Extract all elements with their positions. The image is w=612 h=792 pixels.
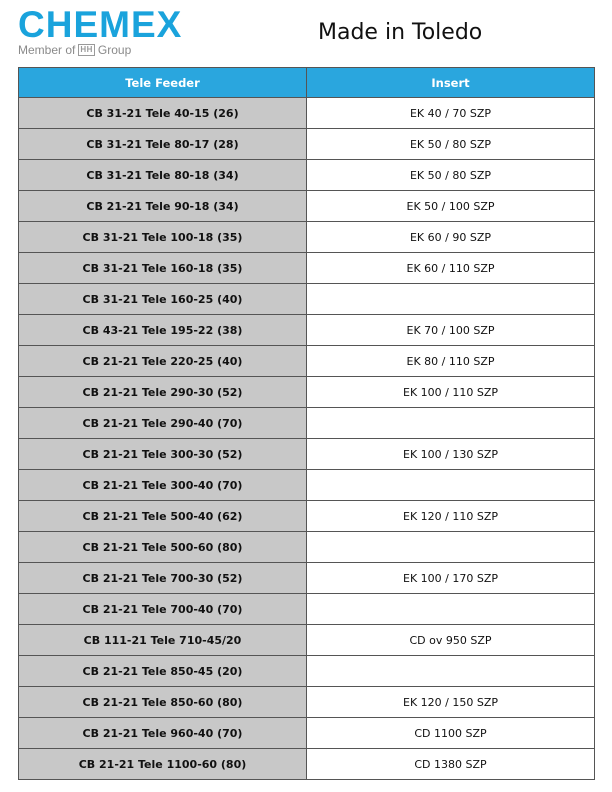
- insert-cell: EK 50 / 80 SZP: [307, 160, 595, 191]
- table-row: [19, 284, 595, 315]
- insert-cell: [307, 284, 595, 315]
- table-row: [19, 408, 595, 439]
- column-header-insert: Insert: [307, 68, 595, 98]
- feeder-cell: CB 21-21 Tele 500-60 (80): [19, 532, 307, 563]
- insert-cell: EK 70 / 100 SZP: [307, 315, 595, 346]
- insert-cell: EK 100 / 170 SZP: [307, 563, 595, 594]
- feeder-cell: CB 21-21 Tele 850-45 (20): [19, 656, 307, 687]
- insert-cell: EK 60 / 110 SZP: [307, 253, 595, 284]
- feeder-cell: CB 21-21 Tele 700-30 (52): [19, 563, 307, 594]
- feeder-insert-table: [18, 67, 595, 780]
- insert-cell: [307, 656, 595, 687]
- insert-cell: EK 40 / 70 SZP: [307, 98, 595, 129]
- table-row: [19, 501, 595, 532]
- table-row: [19, 98, 595, 129]
- table-row: [19, 625, 595, 656]
- feeder-cell: CB 21-21 Tele 850-60 (80): [19, 687, 307, 718]
- feeder-cell: CB 21-21 Tele 220-25 (40): [19, 346, 307, 377]
- member-suffix: Group: [97, 43, 132, 57]
- feeder-cell: CB 21-21 Tele 300-40 (70): [19, 470, 307, 501]
- insert-cell: EK 120 / 110 SZP: [307, 501, 595, 532]
- feeder-cell: CB 31-21 Tele 80-17 (28): [19, 129, 307, 160]
- insert-cell: EK 50 / 100 SZP: [307, 191, 595, 222]
- member-of-line: [18, 43, 131, 57]
- insert-cell: EK 100 / 110 SZP: [307, 377, 595, 408]
- feeder-cell: CB 43-21 Tele 195-22 (38): [19, 315, 307, 346]
- table-header-row: [19, 68, 595, 98]
- insert-cell: [307, 470, 595, 501]
- table-row: [19, 377, 595, 408]
- member-prefix: Member of: [18, 43, 76, 57]
- column-header-tele-feeder: Tele Feeder: [19, 68, 307, 98]
- table-row: [19, 532, 595, 563]
- insert-cell: [307, 594, 595, 625]
- insert-cell: [307, 532, 595, 563]
- table-row: [19, 191, 595, 222]
- insert-cell: [307, 408, 595, 439]
- table-row: [19, 222, 595, 253]
- insert-cell: EK 80 / 110 SZP: [307, 346, 595, 377]
- table-row: [19, 718, 595, 749]
- insert-cell: EK 60 / 90 SZP: [307, 222, 595, 253]
- table-row: [19, 439, 595, 470]
- feeder-cell: CB 21-21 Tele 90-18 (34): [19, 191, 307, 222]
- page-title: Made in Toledo: [318, 20, 483, 45]
- insert-cell: CD ov 950 SZP: [307, 625, 595, 656]
- table-row: [19, 315, 595, 346]
- table-row: [19, 160, 595, 191]
- feeder-cell: CB 31-21 Tele 80-18 (34): [19, 160, 307, 191]
- feeder-cell: CB 31-21 Tele 100-18 (35): [19, 222, 307, 253]
- feeder-cell: CB 21-21 Tele 1100-60 (80): [19, 749, 307, 780]
- table-row: [19, 470, 595, 501]
- table-row: [19, 563, 595, 594]
- table-row: [19, 687, 595, 718]
- page-header: [0, 0, 612, 66]
- feeder-cell: CB 21-21 Tele 960-40 (70): [19, 718, 307, 749]
- feeder-cell: CB 31-21 Tele 160-18 (35): [19, 253, 307, 284]
- feeder-cell: CB 111-21 Tele 710-45/20: [19, 625, 307, 656]
- feeder-cell: CB 21-21 Tele 700-40 (70): [19, 594, 307, 625]
- feeder-cell: CB 31-21 Tele 160-25 (40): [19, 284, 307, 315]
- insert-cell: EK 100 / 130 SZP: [307, 439, 595, 470]
- insert-cell: CD 1380 SZP: [307, 749, 595, 780]
- table-row: [19, 346, 595, 377]
- chemex-logo: CHEMEX: [18, 4, 183, 45]
- table-row: [19, 594, 595, 625]
- insert-cell: CD 1100 SZP: [307, 718, 595, 749]
- feeder-cell: CB 21-21 Tele 290-40 (70): [19, 408, 307, 439]
- table-row: [19, 253, 595, 284]
- table-row: [19, 656, 595, 687]
- table-row: [19, 129, 595, 160]
- feeder-cell: CB 21-21 Tele 500-40 (62): [19, 501, 307, 532]
- insert-cell: EK 50 / 80 SZP: [307, 129, 595, 160]
- table-row: [19, 749, 595, 780]
- insert-cell: EK 120 / 150 SZP: [307, 687, 595, 718]
- group-logo-icon: HH: [80, 45, 93, 54]
- feeder-cell: CB 21-21 Tele 300-30 (52): [19, 439, 307, 470]
- feeder-cell: CB 21-21 Tele 290-30 (52): [19, 377, 307, 408]
- feeder-cell: CB 31-21 Tele 40-15 (26): [19, 98, 307, 129]
